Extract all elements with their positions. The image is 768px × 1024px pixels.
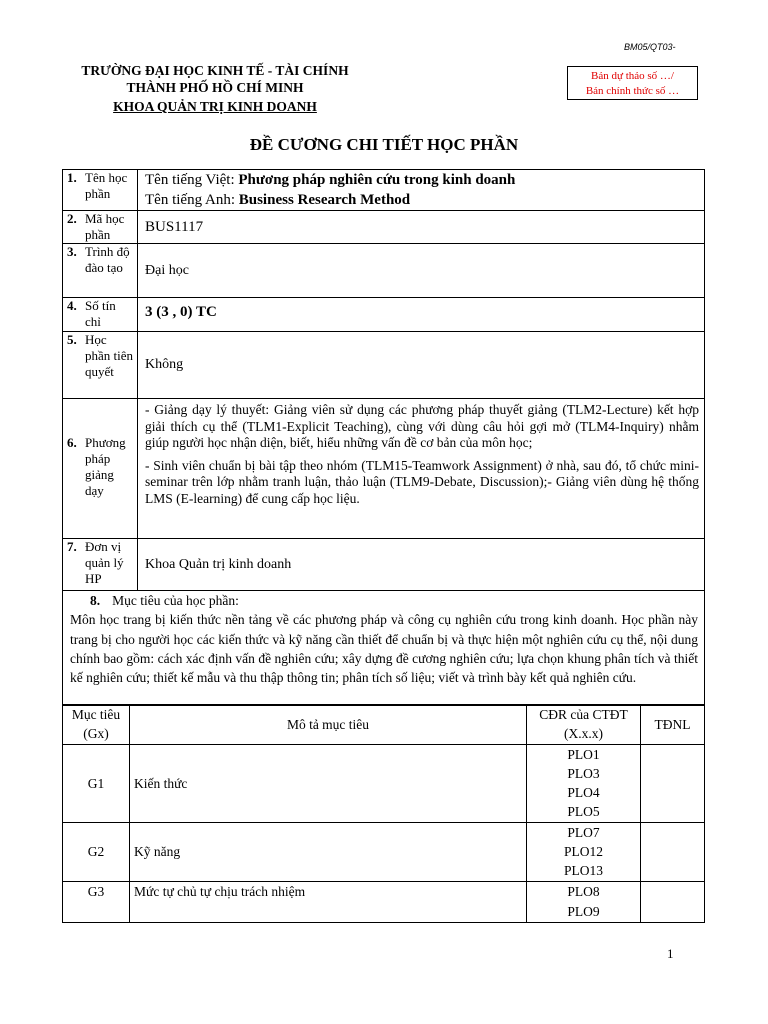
goal-description: Kiến thức bbox=[130, 744, 527, 822]
draft-line: Bản dự thảo số …/ bbox=[591, 70, 674, 82]
row-label: Tên học phần bbox=[85, 170, 128, 201]
row-number: 2. bbox=[67, 211, 77, 226]
goal-tdnl bbox=[641, 744, 705, 822]
teaching-method-practice: - Sinh viên chuẩn bị bài tập theo nhóm (TLM15-Teamwork Assignment) ở nhà, sau đó, tổ chức mini-seminar trên lớp nhằm tranh luận, thảo luận (TLM9-Debate, Discussion);- Giảng viên dùng hệ thống LMS (E-learning) để cung cấp học liệu. bbox=[145, 457, 699, 506]
page-number: 1 bbox=[667, 946, 674, 961]
row-number: 3. bbox=[67, 244, 77, 259]
header-description: Mô tả mục tiêu bbox=[130, 705, 527, 745]
goal-id: G1 bbox=[63, 744, 130, 822]
english-name: Tên tiếng Anh: Business Research Method bbox=[145, 192, 411, 208]
row-number: 6. bbox=[67, 434, 77, 450]
goal-plos: PLO8 PLO9 bbox=[527, 881, 641, 922]
row-label: Học phần tiên quyết bbox=[85, 332, 134, 379]
course-info-table bbox=[62, 169, 705, 591]
row-label: Phương pháp giảng dạy bbox=[85, 434, 126, 498]
goal-id: G3 bbox=[63, 881, 130, 922]
course-objectives-section bbox=[62, 589, 705, 706]
objectives-heading: 8. Mục tiêu của học phần: bbox=[90, 593, 239, 608]
row-course-code bbox=[63, 211, 705, 244]
table-row bbox=[63, 881, 705, 922]
header-tdnl: TĐNL bbox=[641, 705, 705, 745]
row-label: Số tín chỉ bbox=[85, 298, 116, 329]
institution-header bbox=[52, 62, 378, 115]
vietnamese-name: Tên tiếng Việt: Phương pháp nghiên cứu trong kinh doanh bbox=[145, 172, 516, 188]
city-name: THÀNH PHỐ HỒ CHÍ MINH bbox=[126, 80, 304, 95]
document-title: ĐỀ CƯƠNG CHI TIẾT HỌC PHẦN bbox=[249, 135, 519, 154]
course-code: BUS1117 bbox=[138, 211, 705, 244]
prerequisite: Không bbox=[138, 332, 705, 399]
official-line: Bản chính thức số … bbox=[585, 85, 680, 97]
goal-tdnl bbox=[641, 881, 705, 922]
header-goal: Mục tiêu (Gx) bbox=[63, 705, 130, 745]
objectives-table bbox=[62, 704, 705, 923]
row-label: Đơn vị quản lý HP bbox=[85, 539, 124, 586]
goal-description: Mức tự chủ tự chịu trách nhiệm bbox=[130, 881, 527, 922]
header-plo: CĐR của CTĐT (X.x.x) bbox=[527, 705, 641, 745]
table-row bbox=[63, 822, 705, 881]
course-name-cell bbox=[138, 170, 705, 211]
row-label: Mã học phần bbox=[85, 211, 125, 242]
teaching-methods bbox=[138, 399, 705, 539]
goal-tdnl bbox=[641, 822, 705, 881]
row-number: 1. bbox=[67, 170, 77, 185]
row-course-name bbox=[63, 170, 705, 211]
goal-id: G2 bbox=[63, 822, 130, 881]
table-row bbox=[63, 744, 705, 822]
row-prerequisite bbox=[63, 332, 705, 399]
goal-description: Kỹ năng bbox=[130, 822, 527, 881]
training-level: Đại học bbox=[138, 244, 705, 298]
draft-status-box bbox=[567, 66, 698, 100]
form-code: BM05/QT03- bbox=[624, 42, 676, 52]
row-credits bbox=[63, 298, 705, 332]
credits: 3 (3 , 0) TC bbox=[138, 298, 705, 332]
goal-plos: PLO1 PLO3 PLO4 PLO5 bbox=[527, 744, 641, 822]
objectives-body: Môn học trang bị kiến thức nền tảng về các phương pháp và công cụ nghiên cứu trong kinh doanh. Học phần này trang bị cho người học các kiến thức và kỹ năng cần thiết để chuẩn bị và thực hiện một nghiên cứu cụ thể, nội dung chính bao gồm: cách xác định vấn đề nghiên cứu; xây dựng đề cương nghiên cứu; lựa chọn khung phân tích và thiết kế nghiên cứu; thiết kế mẫu và thu thập thông tin; phân tích số liệu; viết và trình bày kết quả nghiên cứu. bbox=[70, 612, 698, 686]
row-number: 4. bbox=[67, 298, 77, 313]
managing-unit: Khoa Quản trị kinh doanh bbox=[138, 539, 705, 591]
objectives-header-row bbox=[63, 705, 705, 745]
faculty-name: KHOA QUẢN TRỊ KINH DOANH bbox=[113, 99, 317, 114]
row-teaching-methods bbox=[63, 399, 705, 539]
label-cell bbox=[63, 170, 138, 211]
row-label: Trình độ đào tạo bbox=[85, 244, 130, 275]
row-number: 5. bbox=[67, 332, 77, 347]
row-training-level bbox=[63, 244, 705, 298]
teaching-method-theory: - Giảng dạy lý thuyết: Giảng viên sử dụng các phương pháp thuyết giảng (TLM2-Lecture) kết hợp giải thích cụ thể (TLM1-Explicit Teaching), cùng với dùng câu hỏi gợi mở (TLM4-Inquiry) nhằm giúp người học nhận diện, biết, hiểu những vấn đề cơ bản của môn học; bbox=[145, 402, 699, 451]
goal-plos: PLO7 PLO12 PLO13 bbox=[527, 822, 641, 881]
university-name: TRƯỜNG ĐẠI HỌC KINH TẾ - TÀI CHÍNH bbox=[81, 63, 349, 78]
row-number: 7. bbox=[67, 539, 77, 554]
row-managing-unit bbox=[63, 539, 705, 591]
